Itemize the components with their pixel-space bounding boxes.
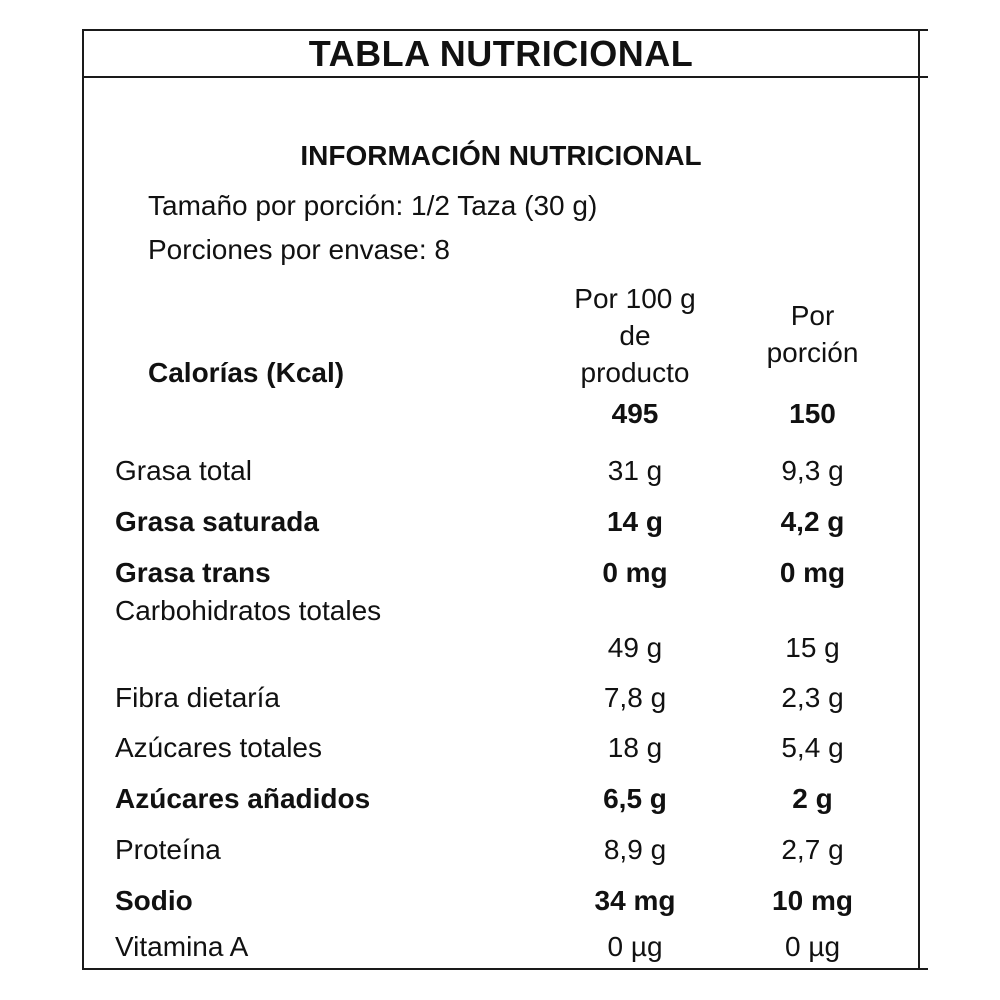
serving-size: Tamaño por porción: 1/2 Taza (30 g) [148, 190, 598, 221]
nutrient-label: Vitamina A [115, 931, 249, 962]
nutrient-value-per-100g: 14 g [606, 506, 664, 537]
nutrient-value-per-100g: 7,8 g [603, 682, 667, 713]
nutrition-info-heading: INFORMACIÓN NUTRICIONAL [300, 140, 702, 171]
nutrient-value-per-serving: 15 g [785, 632, 840, 663]
nutrient-value-per-serving: 2,3 g [781, 682, 844, 713]
servings-per-container: Porciones por envase: 8 [148, 234, 450, 265]
column-header-line: de [619, 320, 651, 351]
nutrient-label: Fibra dietaría [115, 682, 280, 713]
nutrient-label: Azúcares añadidos [115, 783, 371, 814]
table-title: TABLA NUTRICIONAL [308, 33, 694, 74]
column-header-line: Por 100 g [574, 283, 696, 314]
nutrient-label: Grasa saturada [115, 506, 319, 537]
nutrient-value-per-100g: 0 µg [607, 931, 663, 962]
calories-label: Calorías (Kcal) [148, 357, 345, 388]
nutrient-value-per-100g: 49 g [607, 632, 663, 663]
nutrient-value-per-100g: 0 mg [602, 557, 668, 588]
nutrient-value-per-100g: 18 g [607, 732, 663, 763]
nutrient-label: Grasa trans [115, 557, 271, 588]
calories-per-serving: 150 [789, 398, 836, 429]
calories-per-100g: 495 [611, 398, 659, 429]
nutrient-value-per-serving: 2 g [792, 783, 833, 814]
nutrient-value-per-serving: 10 mg [772, 885, 853, 916]
nutrient-label: Grasa total [115, 455, 252, 486]
column-header-line: producto [580, 357, 690, 388]
nutrient-value-per-100g: 6,5 g [603, 783, 667, 814]
nutrient-value-per-100g: 8,9 g [603, 834, 667, 865]
column-header-per-serving [730, 297, 895, 371]
nutrient-value-per-serving: 2,7 g [781, 834, 844, 865]
column-header-per-100g [540, 280, 730, 391]
nutrient-label: Carbohidratos totales [115, 595, 382, 626]
nutrient-value-per-100g: 31 g [607, 455, 663, 486]
table-right-border [918, 29, 920, 970]
nutrient-value-per-serving: 0 mg [779, 557, 846, 588]
table-top-border [82, 29, 928, 31]
table-bottom-border [82, 968, 928, 970]
nutrient-value-per-serving: 9,3 g [781, 455, 844, 486]
nutrient-value-per-100g: 34 mg [594, 885, 676, 916]
nutrient-label: Azúcares totales [115, 732, 322, 763]
nutrient-value-per-serving: 4,2 g [780, 506, 845, 537]
nutrient-value-per-serving: 0 µg [784, 931, 841, 962]
column-header-line: porción [766, 337, 859, 368]
title-divider [82, 76, 928, 78]
nutrient-label: Proteína [115, 834, 221, 865]
nutrient-label: Sodio [115, 885, 193, 916]
nutrient-value-per-serving: 5,4 g [781, 732, 844, 763]
column-header-line: Por [790, 300, 835, 331]
